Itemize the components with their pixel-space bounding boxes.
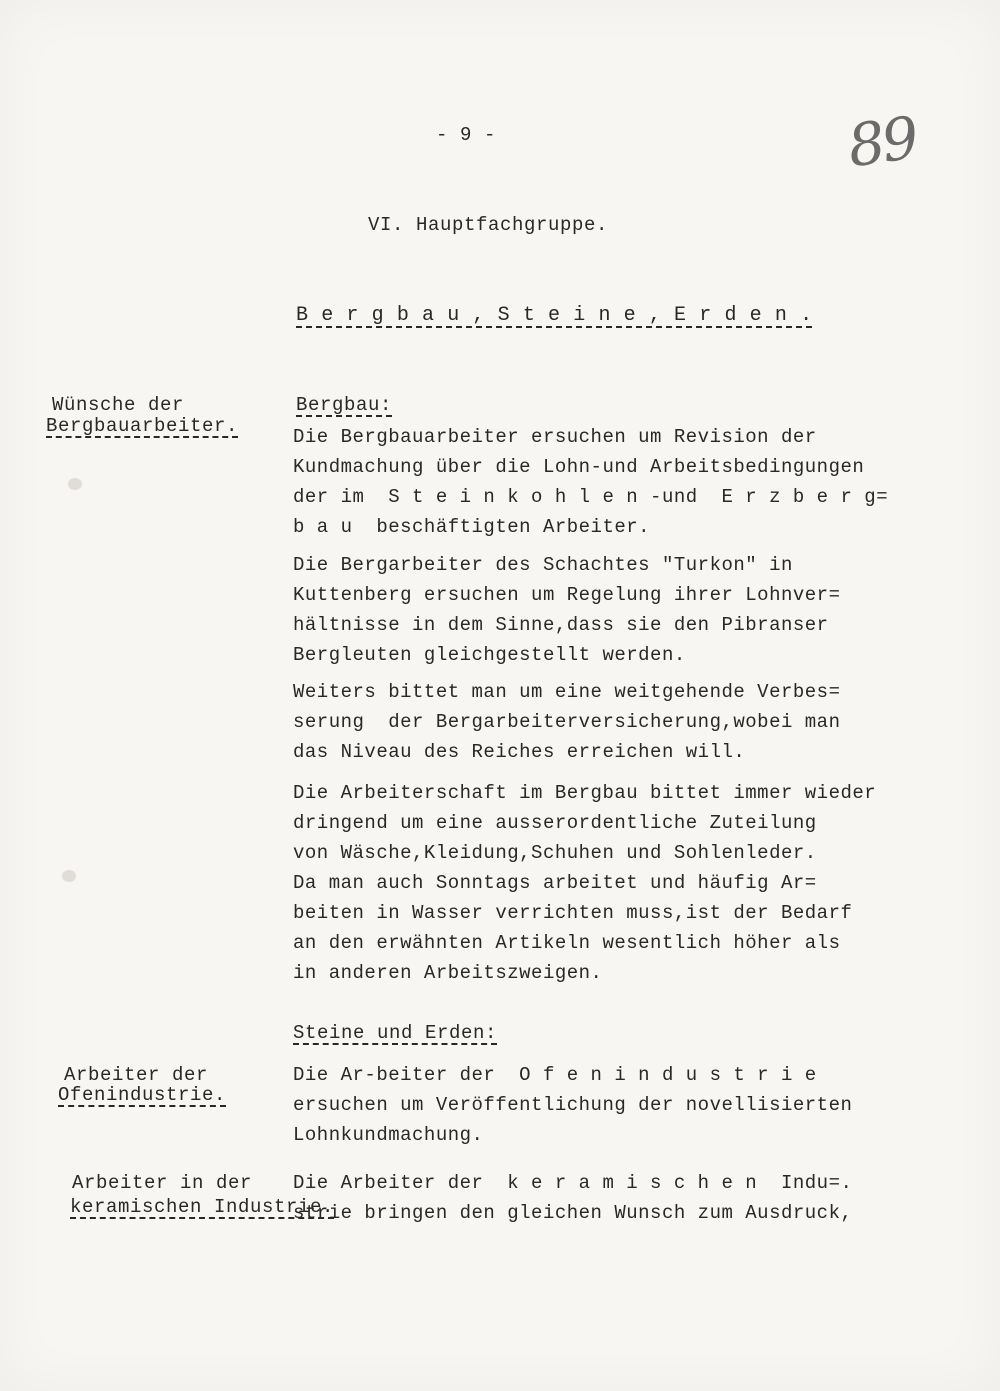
text-line: Lohnkundmachung. [293, 1124, 484, 1146]
margin-label-line: Ofenindustrie. [58, 1084, 227, 1106]
text-line: strie bringen den gleichen Wunsch zum Ausdruck, [293, 1202, 853, 1224]
paragraph [293, 1060, 852, 1150]
section-subheading: Bergbau: [296, 394, 393, 416]
handwritten-folio-number: 89 [843, 103, 921, 181]
text-line: von Wäsche,Kleidung,Schuhen und Sohlenleder. [293, 842, 817, 864]
margin-label-line: Wünsche der [52, 394, 185, 416]
text-line: Die Bergarbeiter des Schachtes "Turkon" in [293, 554, 793, 576]
text-line: ersuchen um Veröffentlichung der novellisierten [293, 1094, 853, 1116]
text-line: an den erwähnten Artikeln wesentlich höher als [293, 932, 841, 954]
text-line: Die Arbeiterschaft im Bergbau bittet immer wieder [293, 782, 877, 804]
paragraph [293, 677, 841, 767]
margin-label-line: keramischen Industrie. [70, 1196, 335, 1218]
paper-stain [68, 478, 82, 490]
group-heading: VI. Hauptfachgruppe. [368, 214, 609, 236]
text-line: b a u beschäftigten Arbeiter. [293, 516, 651, 538]
section-subheading: Steine und Erden: [293, 1022, 498, 1044]
text-line: Die Arbeiter der k e r a m i s c h e n Indu=. [293, 1172, 853, 1194]
text-line: Kundmachung über die Lohn-und Arbeitsbedingungen [293, 456, 865, 478]
paragraph [293, 550, 841, 670]
main-heading: B e r g b a u , S t e i n e , E r d e n . [296, 304, 813, 327]
paper-stain [62, 870, 76, 882]
text-line: der im S t e i n k o h l e n -und E r z b e r g= [293, 486, 889, 508]
paragraph [293, 1168, 852, 1228]
text-line: Kuttenberg ersuchen um Regelung ihrer Lohnver= [293, 584, 841, 606]
paragraph [293, 778, 876, 988]
margin-label-line: Arbeiter der [64, 1064, 209, 1086]
text-line: serung der Bergarbeiterversicherung,wobei man [293, 711, 841, 733]
page-number: - 9 - [436, 124, 497, 146]
text-line: Weiters bittet man um eine weitgehende Verbes= [293, 681, 841, 703]
text-line: dringend um eine ausserordentliche Zuteilung [293, 812, 817, 834]
text-line: Bergleuten gleichgestellt werden. [293, 644, 686, 666]
text-line: Die Bergbauarbeiter ersuchen um Revision der [293, 426, 817, 448]
margin-label-line: Bergbauarbeiter. [46, 415, 239, 437]
text-line: hältnisse in dem Sinne,dass sie den Pibranser [293, 614, 829, 636]
paragraph [293, 422, 888, 542]
text-line: in anderen Arbeitszweigen. [293, 962, 603, 984]
text-line: Die Ar-beiter der O f e n i n d u s t r i e [293, 1064, 817, 1086]
text-line: beiten in Wasser verrichten muss,ist der Bedarf [293, 902, 853, 924]
text-line: das Niveau des Reiches erreichen will. [293, 741, 746, 763]
text-line: Da man auch Sonntags arbeitet und häufig Ar= [293, 872, 817, 894]
margin-label-line: Arbeiter in der [72, 1172, 253, 1194]
